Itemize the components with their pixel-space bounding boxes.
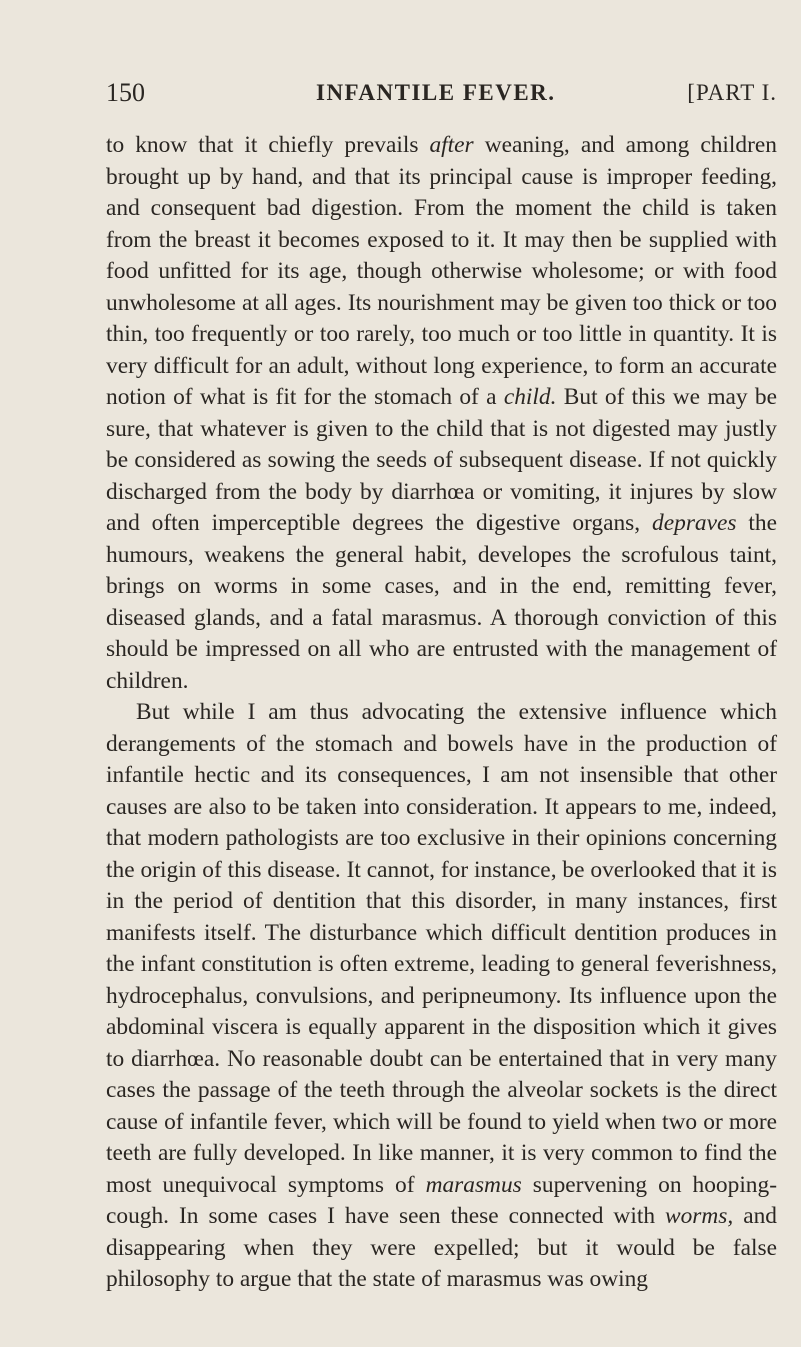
text-run: the humours, weakens the general habit, developes the scrofulous taint, brings on worms in some cases, and in the end, remitting fever, diseased glands, and a fatal marasmus. A thorough conviction of this should be impressed on all who are entrusted with the management of children. bbox=[106, 510, 777, 694]
italic-run: worms, bbox=[665, 1203, 734, 1229]
text-run: to know that it chiefly prevails bbox=[106, 132, 430, 158]
italic-run: depraves bbox=[652, 510, 737, 536]
italic-run: marasmus bbox=[425, 1171, 522, 1198]
italic-run: child. bbox=[503, 384, 557, 410]
paragraph-1 bbox=[106, 130, 777, 697]
page-number: 150 bbox=[106, 78, 145, 107]
text-run: and disappearing when they were expelled; but it would be false philosophy to argue that the state of marasmus was owing bbox=[106, 1203, 778, 1292]
text-run: weaning, and among children brought up by hand, and that its principal cause is improper feeding, and consequent bad digestion. From the moment the child is taken from the breast it becomes exposed to it. It may then be supplied with food unfitted for its age, though otherwise wholesome; or with food unwholesome at all ages. Its nourishment may be given too thick or too thin, too frequently or too rarely, too much or too little in quantity. It is very difficult for an adult, without long experience, to form an accurate notion of what is fit for the stomach of a bbox=[106, 132, 777, 410]
running-title: INFANTILE FEVER. bbox=[316, 80, 556, 105]
part-label: [PART I. bbox=[687, 80, 777, 105]
text-run: But while I am thus advocating the extensive influence which derangements of the stomach and bowels have in the production of infantile hectic and its consequences, I am not insensible that other causes are also to be taken into consideration. It appears to me, indeed, that modern pathologists are too exclusive in their opinions concerning the origin of this disease. It cannot, for instance, be overlooked that it is in the period of dentition that this disorder, in many instances, first manifests itself. The disturbance which difficult dentition produces in the infant constitution is often extreme, leading to general feverishness, hydrocephalus, convulsions, and peripneumony. Its influence upon the abdominal viscera is equally apparent in the disposition which it gives to diarrhœa. No reasonable doubt can be entertained that in very many cases the passage of the teeth through the alveolar sockets is the direct cause of infantile fever, which will be found to yield when two or more teeth are fully developed. In like manner, it is very common to find the most unequivocal symptoms of bbox=[106, 699, 777, 1198]
body-text bbox=[106, 130, 777, 1296]
italic-run: after bbox=[429, 132, 474, 158]
running-head bbox=[106, 78, 777, 110]
text-run: supervening on hooping-cough. In some cases I have seen these connected with bbox=[106, 1171, 777, 1229]
text-run: But of this we may be sure, that whatever is given to the child that is not digested may justly be considered as sowing the seeds of subsequent disease. If not quickly discharged from the body by diarrhœa or vomiting, it injures by slow and often imperceptible degrees the digestive organs, bbox=[106, 384, 777, 536]
paragraph-2 bbox=[106, 697, 777, 1296]
